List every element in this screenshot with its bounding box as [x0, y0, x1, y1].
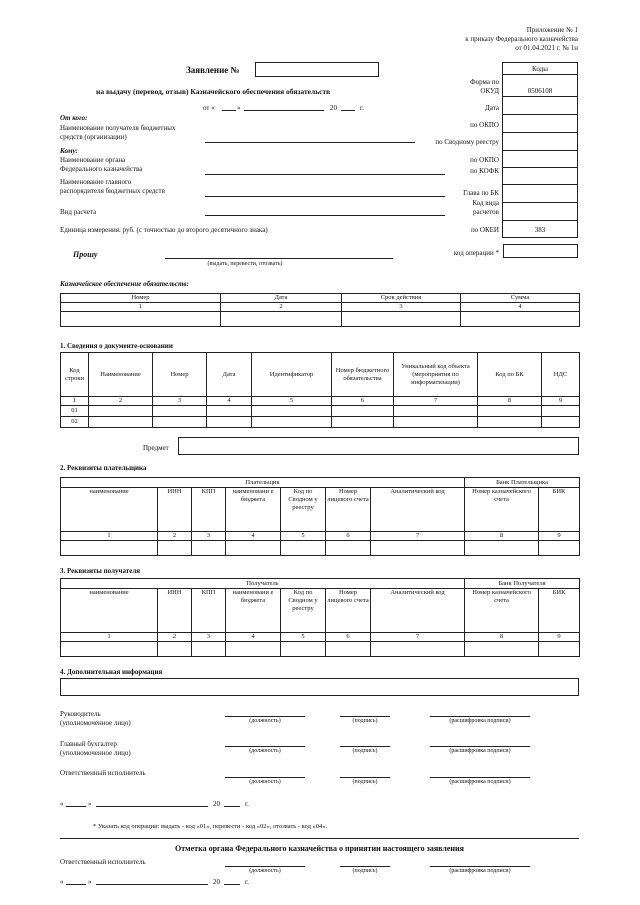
mark-exec-label: Ответственный исполнитель [60, 858, 146, 866]
svod-label: по Сводному реестру [435, 138, 499, 146]
decode-caption: (расшифровка подписи) [449, 868, 511, 874]
mark-date-close: » [88, 878, 92, 886]
okei-label: по ОКЕИ [470, 226, 499, 234]
mark-year-field[interactable] [224, 884, 240, 885]
exec-post-field[interactable] [225, 777, 305, 778]
request-label: Прошу [73, 250, 98, 259]
okpo-label-2: по ОКПО [470, 156, 499, 164]
recipient-table: Получатель Банк Получателя наименование ИНН КПП наименовани е бюджета Код по Сводном у реестру Номер лицевого счета Аналитический код Номер казначейского счета БИК 1 2 3 4 5 6 7 8 9 [60, 578, 580, 657]
op-code-label: код операции * [453, 249, 499, 257]
recipient-label-2: средств (организации) [60, 133, 127, 141]
vid-label: Вид расчета [60, 208, 97, 216]
head-label-1: Руководитель [60, 710, 101, 718]
mark-day-field[interactable] [66, 884, 86, 885]
post-caption: (должность) [249, 779, 281, 785]
unit-label: Единица измерения: руб. (с точностью до второго десятичного знака) [60, 226, 268, 234]
appendix-line-1: Приложение № 1 [526, 26, 578, 34]
date-code-label: Дата [485, 104, 499, 112]
additional-info-field[interactable] [60, 678, 579, 696]
date-close: » [237, 104, 241, 112]
date-day-field[interactable] [222, 110, 236, 111]
sign-caption: (подпись) [352, 779, 378, 785]
sign-caption: (подпись) [352, 868, 378, 874]
mark-year-prefix: 20 [213, 878, 220, 886]
request-hint: (выдать, перевести, отозвать) [207, 261, 283, 267]
mark-g: г. [245, 878, 249, 886]
exec-decode-field[interactable] [430, 777, 530, 778]
sign-caption: (подпись) [352, 748, 378, 754]
mark-sign-field[interactable] [340, 866, 390, 867]
raschetov-label: расчетов [473, 208, 499, 216]
post-caption: (должность) [249, 748, 281, 754]
form-label: Форма по [470, 78, 499, 86]
exec-sign-field[interactable] [340, 777, 390, 778]
bottom-year-prefix: 20 [213, 800, 220, 808]
mark-date-open: « [60, 878, 64, 886]
bottom-date-close: » [88, 800, 92, 808]
date-open: от « [203, 104, 215, 112]
head-label-2: (уполномоченное лицо) [60, 719, 131, 727]
date-year-prefix: 20 [330, 104, 337, 112]
okei-value: 383 [534, 226, 546, 234]
okpo-label-1: по ОКПО [470, 121, 499, 129]
payer-table: Плательщик Банк Плательщика наименование ИНН КПП наименовани е бюджета Код по Сводном у реестру Номер лицевого счета Аналитический код Номер казначейского счета БИК 1 2 3 4 5 6 7 8 9 [60, 477, 580, 556]
organ-label-1: Наименование органа [60, 156, 126, 164]
form-subtitle: на выдачу (перевод, отзыв) Казначейского обеспечения обязательств [96, 87, 331, 96]
bottom-date-open: « [60, 800, 64, 808]
main-manager-field[interactable] [205, 196, 445, 197]
mark-decode-field[interactable] [430, 866, 530, 867]
bottom-day-field[interactable] [66, 806, 86, 807]
decode-caption: (расшифровка подписи) [449, 748, 511, 754]
bottom-year-field[interactable] [224, 806, 240, 807]
form-title: Заявление № [186, 65, 240, 75]
decode-caption: (расшифровка подписи) [449, 779, 511, 785]
okud-label: ОКУД [480, 87, 499, 95]
recipient-label-1: Наименование получателя бюджетных [60, 124, 176, 132]
acc-sign-field[interactable] [340, 746, 390, 747]
main-label-1: Наименование главного [60, 178, 132, 186]
to-label: Кому: [60, 147, 78, 155]
date-month-field[interactable] [244, 110, 324, 111]
date-g: г. [360, 104, 364, 112]
footnote: * Указать код операции: выдать - код «01», перевести - код «02», отозвать - код «04». [93, 823, 328, 830]
section1-title: 1. Сведения о документе-основании [60, 342, 173, 350]
section3-title: 3. Реквизиты получателя [60, 567, 141, 575]
mark-post-field[interactable] [225, 866, 305, 867]
head-decode-field[interactable] [430, 716, 530, 717]
mark-title: Отметка органа Федерального казначейства о принятии настоящего заявления [175, 844, 464, 853]
sign-caption: (подпись) [352, 718, 378, 724]
acc-post-field[interactable] [225, 746, 305, 747]
post-caption: (должность) [249, 718, 281, 724]
post-caption: (должность) [249, 868, 281, 874]
glava-label: Глава по БК [463, 189, 499, 197]
head-sign-field[interactable] [340, 716, 390, 717]
codes-header: Коды [532, 65, 548, 73]
acc-label-2: (уполномоченное лицо) [60, 749, 131, 757]
main-label-2: распорядителя бюджетных средств [60, 187, 165, 195]
mark-month-field[interactable] [96, 884, 208, 885]
appendix-line-3: от 01.04.2021 г. № 1н [515, 44, 578, 52]
organ-label-2: Федерального казначейства [60, 165, 143, 173]
acc-label-1: Главный бухгалтер [60, 740, 117, 748]
organ-field[interactable] [205, 174, 445, 175]
date-year-field[interactable] [341, 110, 355, 111]
op-code-field[interactable] [503, 244, 578, 258]
document-basis-table: Код строки Наименование Номер Дата Идентификатор Номер бюджетного обязательства Уникальный код объекта (мероприятия по информатизации) Код по БК НДС 1 2 3 4 5 6 7 8 9 01 02 [60, 352, 580, 428]
kofk-label: по КОФК [470, 167, 499, 175]
kod-vida-label: Код вида [472, 199, 499, 207]
okud-value: 0506108 [527, 87, 553, 95]
head-post-field[interactable] [225, 716, 305, 717]
bottom-g: г. [245, 800, 249, 808]
section4-title: 4. Дополнительная информация [60, 668, 163, 676]
acc-decode-field[interactable] [430, 746, 530, 747]
decode-caption: (расшифровка подписи) [449, 718, 511, 724]
section2-title: 2. Реквизиты плательщика [60, 464, 147, 472]
request-field[interactable] [165, 258, 393, 259]
exec-label: Ответственный исполнитель [60, 769, 146, 777]
kazna-title: Казначейское обеспечение обязательств: [60, 280, 189, 288]
appendix-line-2: к приказу Федерального казначейства [465, 35, 578, 43]
subject-field[interactable] [178, 437, 579, 455]
vid-field[interactable] [205, 215, 445, 216]
bottom-month-field[interactable] [96, 806, 208, 807]
application-number-field[interactable] [255, 62, 379, 77]
from-label: От кого: [60, 114, 88, 122]
subject-label: Предмет [143, 444, 169, 452]
kazna-table: Номер Дата Срок действия Сумма 1 2 3 4 [60, 293, 580, 327]
recipient-field[interactable] [205, 142, 415, 143]
